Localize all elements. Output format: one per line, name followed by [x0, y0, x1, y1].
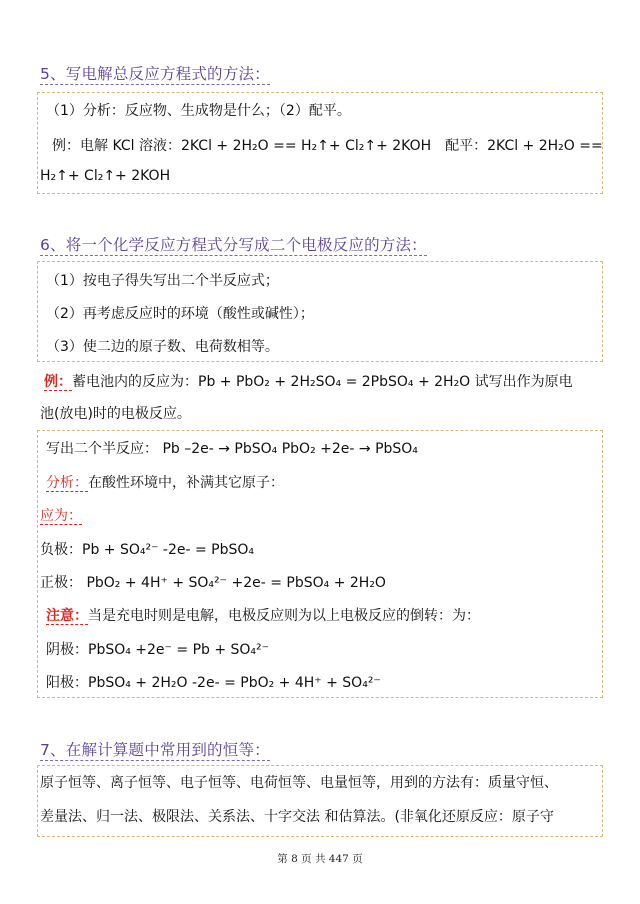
example-text: 蓄电池内的反应为：Pb + PbO₂ + 2H₂SO₄ = 2PbSO₄ + 2H₂O 试写出作为原电	[72, 374, 573, 390]
cathode-reaction: 阴极：PbSO₄ +2e⁻ = Pb + SO₄²⁻	[46, 642, 270, 658]
example-label: 例：	[44, 374, 72, 390]
analysis-text: 在酸性环境中，补满其它原子：	[88, 475, 284, 491]
half-reactions: 写出二个半反应： Pb –2e- → PbSO₄ PbO₂ +2e- → PbSO₄	[46, 441, 418, 457]
note-line	[46, 605, 480, 625]
sec5-line3: H₂↑+ Cl₂↑+ 2KOH	[40, 168, 171, 184]
sec5-line1: （1）分析：反应物、生成物是什么；（2）配平。	[46, 103, 351, 119]
sec7-para2: 差量法、归一法、极限法、关系法、十字交法 和估算法。(非氧化还原反应：原子守	[40, 809, 554, 825]
sec6-step2: （2）再考虑反应时的环境（酸性或碱性）；	[46, 306, 314, 322]
analysis-line	[46, 472, 284, 492]
sec6-example-cont: 池(放电)时的电极反应。	[40, 406, 191, 422]
sec7-para1: 原子恒等、离子恒等、电子恒等、电荷恒等、电量恒等，用到的方法有：质量守恒、	[40, 775, 558, 791]
positive-electrode: 正极： PbO₂ + 4H⁺ + SO₄²⁻ +2e- = PbSO₄ + 2H₂O	[40, 575, 386, 591]
anode-reaction: 阳极：PbSO₄ + 2H₂O -2e- = PbO₂ + 4H⁺ + SO₄²⁻	[46, 675, 381, 691]
sec6-step3: （3）使二边的原子数、电荷数相等。	[46, 339, 279, 355]
sec6-example	[44, 371, 573, 391]
should-be-line	[40, 505, 82, 525]
should-be-label: 应为：	[40, 508, 82, 524]
note-label: 注意：	[46, 608, 88, 624]
note-text: 当是充电时则是电解，电极反应则为以上电极反应的倒转：为：	[88, 608, 480, 624]
page-footer: 第 8 页 共 447 页	[277, 853, 363, 865]
sec6-step1: （1）按电子得失写出二个半反应式；	[46, 273, 279, 289]
section5-heading	[40, 62, 270, 84]
analysis-label: 分析：	[46, 475, 88, 491]
section5-title: 5、写电解总反应方程式的方法：	[40, 65, 270, 83]
sec5-line2: 例：电解 KCl 溶液：2KCl + 2H₂O == H₂↑+ Cl₂↑+ 2KOH 配平：2KCl + 2H₂O ==	[52, 138, 603, 154]
section6-heading	[40, 233, 427, 255]
section6-title: 6、将一个化学反应方程式分写成二个电极反应的方法：	[40, 236, 427, 254]
section7-heading	[40, 738, 270, 760]
negative-electrode: 负极：Pb + SO₄²⁻ -2e- = PbSO₄	[40, 542, 255, 558]
section7-title: 7、在解计算题中常用到的恒等：	[40, 741, 270, 759]
